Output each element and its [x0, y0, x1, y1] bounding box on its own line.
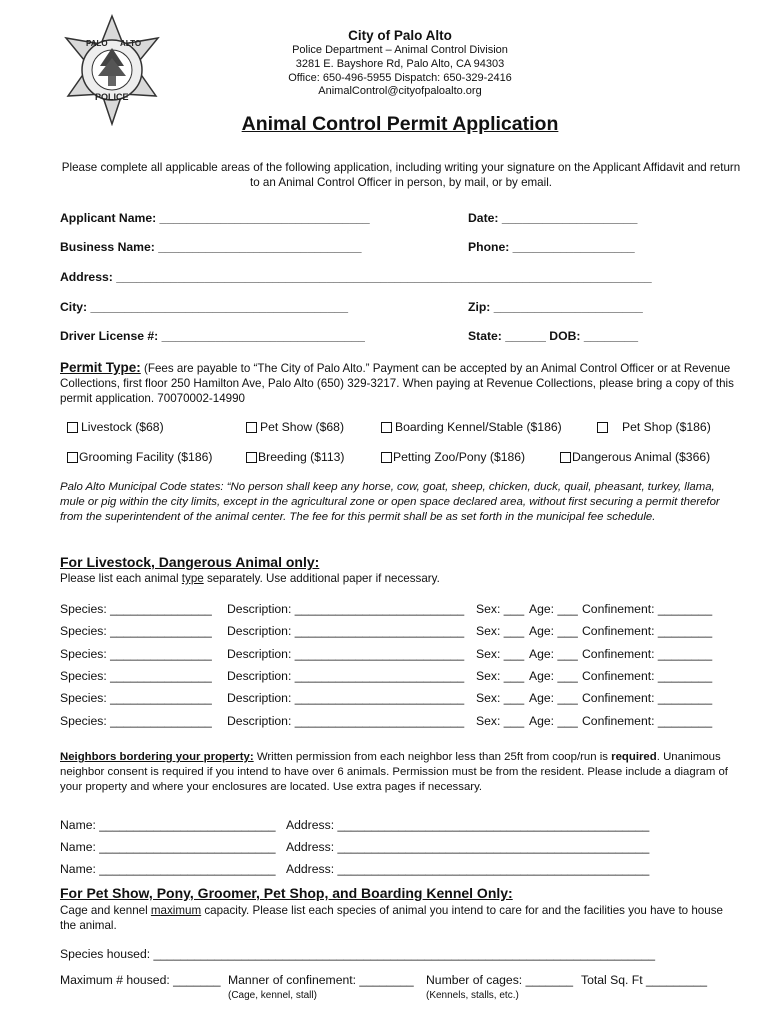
date-field[interactable]: Date: ____________________ [468, 211, 638, 225]
checkbox-square[interactable] [560, 452, 571, 463]
intro-text: Please complete all applicable areas of the following application, including writing your signature on the Applicant Affidavit and return to an Animal Control Officer in person, by mail, or by email. [61, 161, 741, 189]
checkbox-livestock[interactable] [67, 420, 164, 434]
state-dob-field[interactable]: State: ______ DOB: ________ [468, 329, 639, 343]
neighbors-text-part: Written permission from each neighbor less than 25ft from coop/run is [253, 751, 612, 763]
livestock-age-field[interactable]: Age: ___ [529, 713, 578, 728]
livestock-sex-field[interactable]: Sex: ___ [476, 713, 525, 728]
department-line: Police Department – Animal Control Division [292, 44, 508, 56]
neighbor-name-field[interactable]: Name: __________________________ [60, 840, 276, 854]
livestock-sex-field[interactable]: Sex: ___ [476, 624, 525, 639]
livestock-description-field[interactable]: Description: _________________________ [227, 646, 465, 661]
neighbor-address-field[interactable]: Address: ______________________________________________ [286, 818, 650, 832]
neighbor-name-field[interactable]: Name: __________________________ [60, 818, 276, 832]
livestock-species-field[interactable]: Species: _______________ [60, 691, 212, 706]
livestock-species-field[interactable]: Species: _______________ [60, 624, 212, 639]
livestock-age-field[interactable]: Age: ___ [529, 646, 578, 661]
livestock-age-field[interactable]: Age: ___ [529, 668, 578, 683]
checkbox-label: Boarding Kennel/Stable ($186) [395, 420, 562, 434]
checkbox-label: Petting Zoo/Pony ($186) [393, 450, 526, 464]
checkbox-label: Livestock ($68) [81, 420, 164, 434]
phone-field[interactable]: Phone: __________________ [468, 240, 635, 254]
petshow-text [60, 903, 742, 933]
livestock-species-field[interactable]: Species: _______________ [60, 713, 212, 728]
neighbor-name-field[interactable]: Name: __________________________ [60, 862, 276, 876]
livestock-age-field[interactable]: Age: ___ [529, 691, 578, 706]
livestock-description-field[interactable]: Description: _________________________ [227, 713, 465, 728]
livestock-species-field[interactable]: Species: _______________ [60, 646, 212, 661]
checkbox-square[interactable] [67, 422, 78, 433]
badge-text-palo: PALO [86, 39, 108, 48]
livestock-age-field[interactable]: Age: ___ [529, 624, 578, 639]
permit-type-description: (Fees are payable to “The City of Palo Alto.” Payment can be accepted by an Animal Control Officer or at Revenue Collections, first floor 250 Hamilton Ave, Palo Alto (650) 329-3217. When paying at Revenue Collections, please bring a copy of this permit application. 70070002-14990 [60, 362, 734, 405]
livestock-description-field[interactable]: Description: _________________________ [227, 691, 465, 706]
livestock-confinement-field[interactable]: Confinement: ________ [582, 646, 713, 661]
livestock-confinement-field[interactable]: Confinement: ________ [582, 602, 713, 616]
checkbox-square[interactable] [67, 452, 78, 463]
livestock-description-field[interactable]: Description: _________________________ [227, 624, 465, 639]
petshow-text-part: Cage and kennel [60, 904, 151, 917]
badge-text-police: POLICE [95, 92, 129, 102]
neighbor-address-field[interactable]: Address: ______________________________________________ [286, 840, 650, 854]
livestock-description-field[interactable]: Description: _________________________ [227, 668, 465, 683]
city-field[interactable]: City: ______________________________________ [60, 300, 349, 314]
city-name: City of Palo Alto [348, 28, 452, 43]
applicant-name-field[interactable]: Applicant Name: _______________________________ [60, 211, 370, 225]
business-name-field[interactable]: Business Name: ______________________________ [60, 240, 362, 254]
total-sqft-field[interactable]: Total Sq. Ft _________ [581, 973, 708, 987]
checkbox-petting-zoo[interactable] [381, 450, 525, 464]
checkbox-square[interactable] [381, 422, 392, 433]
petshow-heading: For Pet Show, Pony, Groomer, Pet Shop, and Boarding Kennel Only: [60, 885, 513, 901]
driver-license-field[interactable]: Driver License #: ______________________________ [60, 329, 365, 343]
checkbox-label: Breeding ($113) [258, 450, 345, 464]
livestock-heading: For Livestock, Dangerous Animal only: [60, 554, 320, 570]
petshow-text-part: capacity. Please list each species of animal you intend to care for and the facilities you have to house the animal. [60, 904, 723, 932]
number-cages-field[interactable]: Number of cages: _______ [426, 973, 574, 987]
livestock-sex-field[interactable]: Sex: ___ [476, 602, 525, 616]
checkbox-label: Pet Shop ($186) [622, 420, 711, 434]
manner-confinement-field[interactable]: Manner of confinement: ________ [228, 973, 414, 987]
note-text: separately. Use additional paper if necessary. [203, 572, 440, 585]
species-housed-field[interactable]: Species housed: __________________________________________________________________________ [60, 947, 656, 961]
neighbors-text [60, 750, 742, 795]
checkbox-breeding[interactable] [246, 450, 345, 464]
checkbox-square[interactable] [381, 452, 392, 463]
manner-hint: (Cage, kennel, stall) [228, 990, 317, 1001]
checkbox-label: Dangerous Animal ($366) [572, 450, 711, 464]
note-emphasis: type [181, 572, 204, 585]
livestock-note [60, 572, 440, 585]
page-title: Animal Control Permit Application [241, 113, 559, 135]
livestock-species-field[interactable]: Species: _______________ [60, 668, 212, 683]
checkbox-square[interactable] [246, 452, 257, 463]
livestock-confinement-field[interactable]: Confinement: ________ [582, 668, 713, 683]
email-line: AnimalControl@cityofpaloalto.org [318, 85, 482, 97]
neighbors-heading: Neighbors bordering your property: [60, 751, 254, 763]
permit-type-heading: Permit Type: [60, 360, 141, 375]
checkbox-pet-shop[interactable] [597, 420, 711, 434]
cages-hint: (Kennels, stalls, etc.) [426, 990, 519, 1001]
livestock-description-field[interactable]: Description: _________________________ [227, 602, 465, 616]
checkbox-square[interactable] [597, 422, 608, 433]
livestock-confinement-field[interactable]: Confinement: ________ [582, 624, 713, 639]
checkbox-boarding-kennel[interactable] [381, 420, 562, 434]
max-housed-field[interactable]: Maximum # housed: _______ [60, 973, 221, 987]
neighbor-address-field[interactable]: Address: ______________________________________________ [286, 862, 650, 876]
note-text: Please list each animal [60, 572, 182, 585]
municipal-code-quote: Palo Alto Municipal Code states: “No person shall keep any horse, cow, goat, sheep, chicken, duck, quail, pheasant, turkey, llama, mule or pig within the city limits, except in the agricultural zone or open space declared area, without first securing a permit therefor from the superintendent of the animal center. The fee for this permit shall be as set forth in the municipal fee schedule. [60, 481, 720, 523]
checkbox-square[interactable] [246, 422, 257, 433]
livestock-sex-field[interactable]: Sex: ___ [476, 691, 525, 706]
livestock-species-field[interactable]: Species: _______________ [60, 602, 212, 616]
badge-text-alto: ALTO [120, 39, 142, 48]
livestock-sex-field[interactable]: Sex: ___ [476, 668, 525, 683]
livestock-age-field[interactable]: Age: ___ [529, 602, 578, 616]
checkbox-pet-show[interactable] [246, 420, 344, 434]
checkbox-grooming[interactable] [67, 450, 212, 464]
required-emphasis: required [611, 751, 657, 763]
address-line: 3281 E. Bayshore Rd, Palo Alto, CA 94303 [295, 58, 505, 70]
address-field[interactable]: Address: _______________________________________________________________________________ [60, 270, 652, 284]
police-badge-logo [60, 14, 164, 126]
livestock-confinement-field[interactable]: Confinement: ________ [582, 691, 713, 706]
neighbors-text-part: . Unanimous neighbor consent is required if you intend to have over 6 animals. Permission must be from the resident. Please include a diagram of your property and where your enclosures are located. Use extra pages if necessary. [60, 751, 728, 793]
livestock-sex-field[interactable]: Sex: ___ [476, 646, 525, 661]
phone-line: Office: 650-496-5955 Dispatch: 650-329-2416 [288, 72, 512, 84]
livestock-confinement-field[interactable]: Confinement: ________ [582, 713, 713, 728]
permit-type-text [60, 360, 742, 406]
maximum-emphasis: maximum [150, 904, 202, 917]
zip-field[interactable]: Zip: ______________________ [468, 300, 643, 314]
checkbox-dangerous-animal[interactable] [560, 450, 710, 464]
checkbox-label: Grooming Facility ($186) [79, 450, 213, 464]
checkbox-label: Pet Show ($68) [260, 420, 345, 434]
